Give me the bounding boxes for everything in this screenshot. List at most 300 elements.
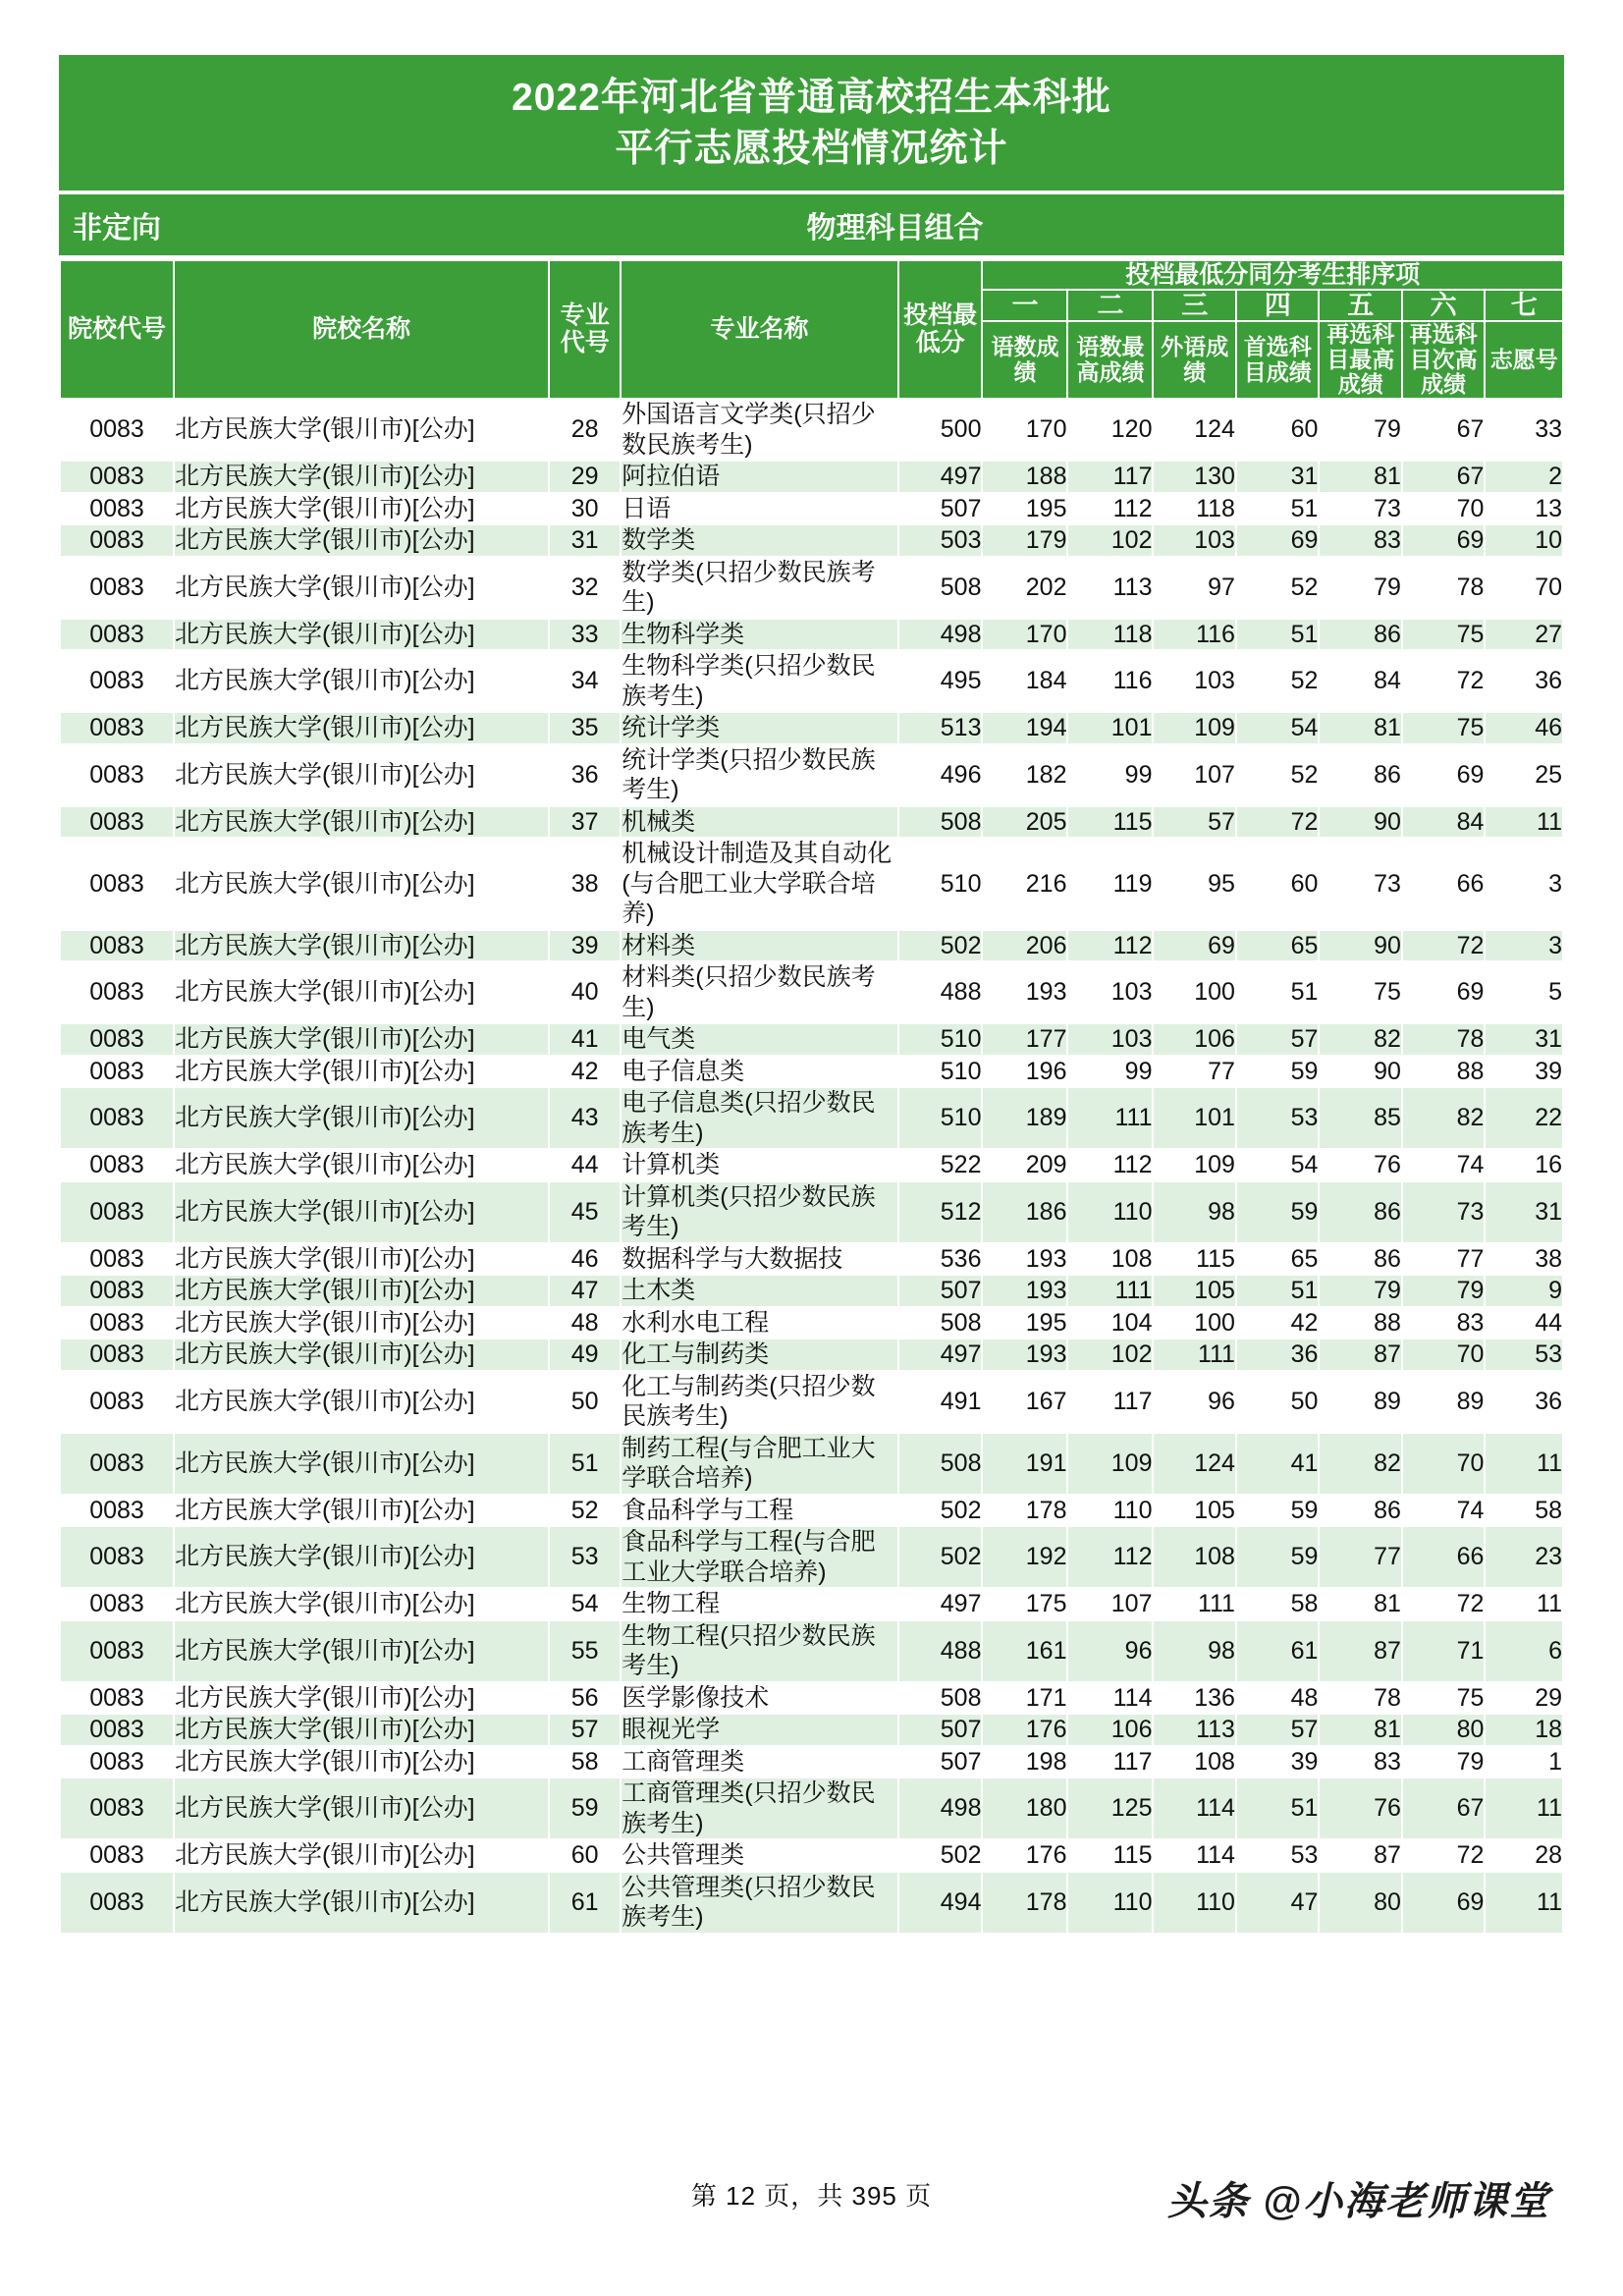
- cell-r7: 22: [1485, 1087, 1563, 1149]
- cell-r3: 69: [1153, 930, 1235, 962]
- cell-major-code: 58: [549, 1746, 621, 1778]
- cell-r4: 31: [1236, 461, 1319, 493]
- cell-school-code: 0083: [60, 650, 174, 712]
- cell-r7: 44: [1485, 1307, 1563, 1339]
- cell-r5: 90: [1319, 1056, 1401, 1088]
- cell-r5: 84: [1319, 650, 1401, 712]
- cell-major-code: 47: [549, 1275, 621, 1307]
- cell-r7: 3: [1485, 930, 1563, 962]
- cell-r2: 109: [1067, 1433, 1153, 1495]
- cell-school-name: 北方民族大学(银川市)[公办]: [174, 1495, 549, 1527]
- cell-r4: 39: [1236, 1746, 1319, 1778]
- cell-r1: 180: [982, 1777, 1067, 1839]
- cell-r2: 116: [1067, 650, 1153, 712]
- cell-min-score: 507: [898, 1714, 983, 1746]
- cell-school-name: 北方民族大学(银川市)[公办]: [174, 1307, 549, 1339]
- page-title-line-1: 2022年河北省普通高校招生本科批: [512, 77, 1111, 119]
- table-row: [60, 493, 1563, 525]
- cell-r1: 176: [982, 1714, 1067, 1746]
- table-row: [60, 1777, 1563, 1839]
- cell-r5: 88: [1319, 1307, 1401, 1339]
- cell-major-code: 28: [549, 399, 621, 461]
- cell-major-name: 生物科学类: [621, 619, 897, 651]
- page-footer: [0, 2170, 1623, 2243]
- cell-school-name: 北方民族大学(银川市)[公办]: [174, 838, 549, 930]
- cell-r1: 209: [982, 1149, 1067, 1181]
- cell-major-name: 工商管理类: [621, 1746, 897, 1778]
- cell-r4: 51: [1236, 493, 1319, 525]
- cell-r5: 90: [1319, 930, 1401, 962]
- table-row: [60, 650, 1563, 712]
- cell-school-code: 0083: [60, 557, 174, 619]
- cell-min-score: 498: [898, 619, 983, 651]
- cell-r3: 105: [1153, 1495, 1235, 1527]
- cell-min-score: 498: [898, 1777, 983, 1839]
- cell-r7: 5: [1485, 961, 1563, 1023]
- cell-major-name: 土木类: [621, 1275, 897, 1307]
- th-rank-numeral-6: 六: [1402, 290, 1485, 321]
- cell-school-code: 0083: [60, 806, 174, 839]
- cell-r3: 97: [1153, 557, 1235, 619]
- cell-r4: 52: [1236, 650, 1319, 712]
- cell-school-name: 北方民族大学(银川市)[公办]: [174, 1243, 549, 1276]
- cell-school-name: 北方民族大学(银川市)[公办]: [174, 744, 549, 806]
- cell-r1: 186: [982, 1181, 1067, 1243]
- cell-r7: 10: [1485, 524, 1563, 557]
- cell-r1: 175: [982, 1588, 1067, 1620]
- th-rank-label-3: 外语成绩: [1153, 321, 1235, 399]
- table-row: [60, 1682, 1563, 1715]
- cell-school-code: 0083: [60, 619, 174, 651]
- cell-major-code: 37: [549, 806, 621, 839]
- cell-r1: 206: [982, 930, 1067, 962]
- cell-r2: 110: [1067, 1872, 1153, 1934]
- cell-r5: 78: [1319, 1682, 1401, 1715]
- cell-school-code: 0083: [60, 1371, 174, 1433]
- table-row: [60, 930, 1563, 962]
- cell-r1: 189: [982, 1087, 1067, 1149]
- cell-r1: 205: [982, 806, 1067, 839]
- subheader-bar: [59, 194, 1564, 259]
- watermark-label: 头条 @小海老师课堂: [1166, 2180, 1550, 2223]
- cell-min-score: 497: [898, 461, 983, 493]
- table-row: [60, 806, 1563, 839]
- table-head: [60, 260, 1563, 399]
- cell-r6: 80: [1402, 1714, 1485, 1746]
- cell-school-name: 北方民族大学(银川市)[公办]: [174, 1682, 549, 1715]
- cell-major-name: 数学类(只招少数民族考生): [621, 557, 897, 619]
- cell-r7: 70: [1485, 557, 1563, 619]
- cell-r4: 48: [1236, 1682, 1319, 1715]
- cell-school-name: 北方民族大学(银川市)[公办]: [174, 1181, 549, 1243]
- cell-r5: 86: [1319, 1495, 1401, 1527]
- cell-school-code: 0083: [60, 1620, 174, 1682]
- cell-r3: 110: [1153, 1872, 1235, 1934]
- cell-r6: 79: [1402, 1275, 1485, 1307]
- cell-r4: 57: [1236, 1023, 1319, 1056]
- table-row: [60, 1872, 1563, 1934]
- cell-r3: 116: [1153, 619, 1235, 651]
- cell-r3: 103: [1153, 524, 1235, 557]
- cell-r6: 75: [1402, 1682, 1485, 1715]
- th-rank-numeral-7: 七: [1485, 290, 1563, 321]
- cell-major-code: 32: [549, 557, 621, 619]
- cell-r3: 106: [1153, 1023, 1235, 1056]
- cell-major-code: 50: [549, 1371, 621, 1433]
- cell-major-name: 计算机类: [621, 1149, 897, 1181]
- table-row: [60, 1339, 1563, 1371]
- cell-r4: 51: [1236, 619, 1319, 651]
- cell-r6: 66: [1402, 1526, 1485, 1588]
- cell-r6: 69: [1402, 524, 1485, 557]
- cell-school-code: 0083: [60, 744, 174, 806]
- cell-school-name: 北方民族大学(银川市)[公办]: [174, 1777, 549, 1839]
- th-rank-group: 投档最低分同分考生排序项: [982, 260, 1563, 290]
- cell-r5: 86: [1319, 1243, 1401, 1276]
- cell-r6: 84: [1402, 806, 1485, 839]
- cell-r6: 77: [1402, 1243, 1485, 1276]
- cell-r1: 171: [982, 1682, 1067, 1715]
- cell-min-score: 508: [898, 557, 983, 619]
- cell-r1: 161: [982, 1620, 1067, 1682]
- cell-r1: 193: [982, 1339, 1067, 1371]
- cell-school-name: 北方民族大学(银川市)[公办]: [174, 1023, 549, 1056]
- cell-school-code: 0083: [60, 1243, 174, 1276]
- cell-r7: 13: [1485, 493, 1563, 525]
- cell-r5: 87: [1319, 1339, 1401, 1371]
- cell-major-name: 机械类: [621, 806, 897, 839]
- cell-min-score: 510: [898, 1056, 983, 1088]
- cell-major-code: 49: [549, 1339, 621, 1371]
- cell-major-code: 39: [549, 930, 621, 962]
- admission-type-label: 非定向: [73, 211, 161, 245]
- cell-min-score: 494: [898, 1872, 983, 1934]
- cell-r1: 216: [982, 838, 1067, 930]
- cell-r2: 106: [1067, 1714, 1153, 1746]
- cell-school-name: 北方民族大学(银川市)[公办]: [174, 1149, 549, 1181]
- cell-school-name: 北方民族大学(银川市)[公办]: [174, 1526, 549, 1588]
- cell-school-code: 0083: [60, 1746, 174, 1778]
- cell-r2: 125: [1067, 1777, 1153, 1839]
- cell-min-score: 510: [898, 1023, 983, 1056]
- cell-r2: 112: [1067, 1526, 1153, 1588]
- cell-school-code: 0083: [60, 493, 174, 525]
- cell-r7: 23: [1485, 1526, 1563, 1588]
- th-rank-numeral-3: 三: [1153, 290, 1235, 321]
- cell-r6: 67: [1402, 399, 1485, 461]
- cell-school-name: 北方民族大学(银川市)[公办]: [174, 1433, 549, 1495]
- cell-major-code: 38: [549, 838, 621, 930]
- cell-r3: 136: [1153, 1682, 1235, 1715]
- cell-r1: 167: [982, 1371, 1067, 1433]
- cell-r6: 78: [1402, 557, 1485, 619]
- cell-r4: 59: [1236, 1495, 1319, 1527]
- cell-r3: 113: [1153, 1714, 1235, 1746]
- cell-school-code: 0083: [60, 524, 174, 557]
- cell-r6: 69: [1402, 1872, 1485, 1934]
- cell-r5: 87: [1319, 1620, 1401, 1682]
- cell-r7: 38: [1485, 1243, 1563, 1276]
- cell-r3: 124: [1153, 399, 1235, 461]
- table-row: [60, 557, 1563, 619]
- cell-major-name: 材料类: [621, 930, 897, 962]
- cell-r2: 96: [1067, 1620, 1153, 1682]
- cell-r6: 70: [1402, 1339, 1485, 1371]
- cell-r4: 51: [1236, 961, 1319, 1023]
- cell-r2: 117: [1067, 1371, 1153, 1433]
- cell-r6: 73: [1402, 1181, 1485, 1243]
- cell-r2: 110: [1067, 1495, 1153, 1527]
- cell-r5: 81: [1319, 1714, 1401, 1746]
- cell-r2: 102: [1067, 1339, 1153, 1371]
- cell-r5: 86: [1319, 1181, 1401, 1243]
- cell-min-score: 507: [898, 1746, 983, 1778]
- cell-school-name: 北方民族大学(银川市)[公办]: [174, 1746, 549, 1778]
- cell-r4: 47: [1236, 1872, 1319, 1934]
- cell-r5: 83: [1319, 524, 1401, 557]
- cell-r4: 60: [1236, 399, 1319, 461]
- cell-r2: 103: [1067, 961, 1153, 1023]
- cell-school-code: 0083: [60, 1023, 174, 1056]
- th-rank-numeral-2: 二: [1067, 290, 1153, 321]
- cell-major-code: 44: [549, 1149, 621, 1181]
- table-row: [60, 524, 1563, 557]
- cell-r3: 98: [1153, 1620, 1235, 1682]
- th-major-name: 专业名称: [621, 260, 897, 399]
- cell-r1: 196: [982, 1056, 1067, 1088]
- cell-major-name: 统计学类: [621, 712, 897, 744]
- cell-r3: 124: [1153, 1433, 1235, 1495]
- table-row: [60, 838, 1563, 930]
- cell-min-score: 536: [898, 1243, 983, 1276]
- cell-r7: 3: [1485, 838, 1563, 930]
- cell-r5: 83: [1319, 1746, 1401, 1778]
- cell-r1: 202: [982, 557, 1067, 619]
- cell-r3: 109: [1153, 712, 1235, 744]
- cell-major-name: 化工与制药类: [621, 1339, 897, 1371]
- cell-min-score: 512: [898, 1181, 983, 1243]
- cell-r3: 105: [1153, 1275, 1235, 1307]
- table-row: [60, 1495, 1563, 1527]
- cell-r3: 109: [1153, 1149, 1235, 1181]
- table-row: [60, 619, 1563, 651]
- cell-major-code: 61: [549, 1872, 621, 1934]
- cell-major-name: 眼视光学: [621, 1714, 897, 1746]
- th-rank-label-1: 语数成绩: [982, 321, 1067, 399]
- cell-r1: 193: [982, 1275, 1067, 1307]
- cell-school-code: 0083: [60, 1777, 174, 1839]
- cell-r7: 18: [1485, 1714, 1563, 1746]
- cell-major-code: 45: [549, 1181, 621, 1243]
- cell-r2: 111: [1067, 1275, 1153, 1307]
- cell-r6: 72: [1402, 1588, 1485, 1620]
- cell-school-name: 北方民族大学(银川市)[公办]: [174, 1714, 549, 1746]
- cell-r5: 77: [1319, 1526, 1401, 1588]
- cell-r2: 113: [1067, 557, 1153, 619]
- table-row: [60, 1243, 1563, 1276]
- cell-school-name: 北方民族大学(银川市)[公办]: [174, 712, 549, 744]
- cell-major-code: 53: [549, 1526, 621, 1588]
- cell-r4: 42: [1236, 1307, 1319, 1339]
- cell-r1: 198: [982, 1746, 1067, 1778]
- cell-r2: 101: [1067, 712, 1153, 744]
- cell-school-name: 北方民族大学(银川市)[公办]: [174, 1872, 549, 1934]
- cell-school-code: 0083: [60, 399, 174, 461]
- table-row: [60, 461, 1563, 493]
- page-number: 第 12 页，共 395 页: [690, 2181, 933, 2211]
- cell-r4: 65: [1236, 1243, 1319, 1276]
- cell-r4: 69: [1236, 524, 1319, 557]
- cell-r4: 52: [1236, 557, 1319, 619]
- cell-r1: 194: [982, 712, 1067, 744]
- cell-r3: 96: [1153, 1371, 1235, 1433]
- cell-r4: 51: [1236, 1777, 1319, 1839]
- table-row: [60, 1839, 1563, 1872]
- cell-school-code: 0083: [60, 1149, 174, 1181]
- cell-major-name: 计算机类(只招少数民族考生): [621, 1181, 897, 1243]
- cell-major-code: 51: [549, 1433, 621, 1495]
- cell-major-name: 日语: [621, 493, 897, 525]
- cell-r1: 191: [982, 1433, 1067, 1495]
- cell-major-code: 29: [549, 461, 621, 493]
- cell-school-name: 北方民族大学(银川市)[公办]: [174, 461, 549, 493]
- cell-r1: 170: [982, 619, 1067, 651]
- subject-group-label: 物理科目组合: [806, 211, 984, 245]
- cell-r2: 107: [1067, 1588, 1153, 1620]
- cell-r3: 114: [1153, 1839, 1235, 1872]
- cell-r7: 11: [1485, 1433, 1563, 1495]
- cell-school-name: 北方民族大学(银川市)[公办]: [174, 493, 549, 525]
- cell-major-code: 30: [549, 493, 621, 525]
- table-row: [60, 1746, 1563, 1778]
- cell-r6: 83: [1402, 1307, 1485, 1339]
- cell-school-code: 0083: [60, 1588, 174, 1620]
- table-row: [60, 1149, 1563, 1181]
- cell-r3: 130: [1153, 461, 1235, 493]
- cell-major-code: 57: [549, 1714, 621, 1746]
- cell-min-score: 503: [898, 524, 983, 557]
- cell-r5: 82: [1319, 1433, 1401, 1495]
- cell-r7: 33: [1485, 399, 1563, 461]
- cell-r6: 79: [1402, 1746, 1485, 1778]
- cell-major-name: 电子信息类: [621, 1056, 897, 1088]
- cell-major-name: 数学类: [621, 524, 897, 557]
- th-min-score: 投档最低分: [898, 260, 983, 399]
- cell-r2: 112: [1067, 930, 1153, 962]
- cell-r5: 87: [1319, 1839, 1401, 1872]
- page-title-line-2: 平行志愿投档情况统计: [615, 127, 1008, 170]
- cell-major-name: 生物工程: [621, 1588, 897, 1620]
- cell-r3: 108: [1153, 1746, 1235, 1778]
- cell-min-score: 508: [898, 1307, 983, 1339]
- cell-r5: 79: [1319, 1275, 1401, 1307]
- cell-r6: 66: [1402, 838, 1485, 930]
- cell-r2: 99: [1067, 744, 1153, 806]
- cell-r7: 27: [1485, 619, 1563, 651]
- cell-r3: 101: [1153, 1087, 1235, 1149]
- cell-r3: 107: [1153, 744, 1235, 806]
- cell-major-code: 42: [549, 1056, 621, 1088]
- cell-r5: 75: [1319, 961, 1401, 1023]
- cell-r1: 188: [982, 461, 1067, 493]
- cell-major-name: 工商管理类(只招少数民族考生): [621, 1777, 897, 1839]
- cell-r5: 80: [1319, 1872, 1401, 1934]
- cell-r5: 81: [1319, 461, 1401, 493]
- cell-r4: 52: [1236, 744, 1319, 806]
- cell-r3: 111: [1153, 1588, 1235, 1620]
- cell-r6: 75: [1402, 619, 1485, 651]
- cell-r4: 61: [1236, 1620, 1319, 1682]
- cell-r4: 59: [1236, 1181, 1319, 1243]
- cell-school-name: 北方民族大学(银川市)[公办]: [174, 557, 549, 619]
- cell-major-name: 生物科学类(只招少数民族考生): [621, 650, 897, 712]
- table-row: [60, 1056, 1563, 1088]
- cell-r4: 72: [1236, 806, 1319, 839]
- cell-r7: 11: [1485, 806, 1563, 839]
- cell-r6: 74: [1402, 1149, 1485, 1181]
- cell-r7: 9: [1485, 1275, 1563, 1307]
- cell-major-name: 机械设计制造及其自动化(与合肥工业大学联合培养): [621, 838, 897, 930]
- cell-r4: 54: [1236, 712, 1319, 744]
- cell-r4: 54: [1236, 1149, 1319, 1181]
- cell-major-code: 55: [549, 1620, 621, 1682]
- cell-min-score: 488: [898, 961, 983, 1023]
- table-row: [60, 1588, 1563, 1620]
- cell-r1: 195: [982, 1307, 1067, 1339]
- cell-major-code: 31: [549, 524, 621, 557]
- cell-school-code: 0083: [60, 1339, 174, 1371]
- cell-major-name: 阿拉伯语: [621, 461, 897, 493]
- cell-school-name: 北方民族大学(银川市)[公办]: [174, 524, 549, 557]
- th-rank-label-2: 语数最高成绩: [1067, 321, 1153, 399]
- cell-r5: 73: [1319, 838, 1401, 930]
- cell-major-code: 33: [549, 619, 621, 651]
- cell-r7: 39: [1485, 1056, 1563, 1088]
- cell-major-code: 56: [549, 1682, 621, 1715]
- cell-min-score: 502: [898, 1495, 983, 1527]
- th-major-code: 专业代号: [549, 260, 621, 399]
- cell-school-name: 北方民族大学(银川市)[公办]: [174, 806, 549, 839]
- cell-r4: 57: [1236, 1714, 1319, 1746]
- table-row: [60, 961, 1563, 1023]
- cell-r7: 53: [1485, 1339, 1563, 1371]
- cell-school-code: 0083: [60, 1495, 174, 1527]
- cell-r7: 25: [1485, 744, 1563, 806]
- cell-major-name: 化工与制药类(只招少数民族考生): [621, 1371, 897, 1433]
- cell-r2: 117: [1067, 461, 1153, 493]
- cell-r1: 178: [982, 1495, 1067, 1527]
- cell-r3: 108: [1153, 1526, 1235, 1588]
- cell-major-name: 水利水电工程: [621, 1307, 897, 1339]
- cell-r7: 29: [1485, 1682, 1563, 1715]
- cell-school-code: 0083: [60, 1181, 174, 1243]
- admission-score-table: [59, 259, 1564, 1935]
- cell-major-name: 公共管理类: [621, 1839, 897, 1872]
- th-rank-numeral-1: 一: [982, 290, 1067, 321]
- cell-r3: 115: [1153, 1243, 1235, 1276]
- cell-min-score: 508: [898, 1682, 983, 1715]
- cell-major-name: 食品科学与工程: [621, 1495, 897, 1527]
- cell-r3: 111: [1153, 1339, 1235, 1371]
- cell-r5: 86: [1319, 744, 1401, 806]
- cell-r5: 89: [1319, 1371, 1401, 1433]
- cell-r4: 59: [1236, 1056, 1319, 1088]
- cell-r3: 100: [1153, 1307, 1235, 1339]
- cell-major-name: 统计学类(只招少数民族考生): [621, 744, 897, 806]
- cell-r3: 95: [1153, 838, 1235, 930]
- cell-r7: 58: [1485, 1495, 1563, 1527]
- table-row: [60, 1275, 1563, 1307]
